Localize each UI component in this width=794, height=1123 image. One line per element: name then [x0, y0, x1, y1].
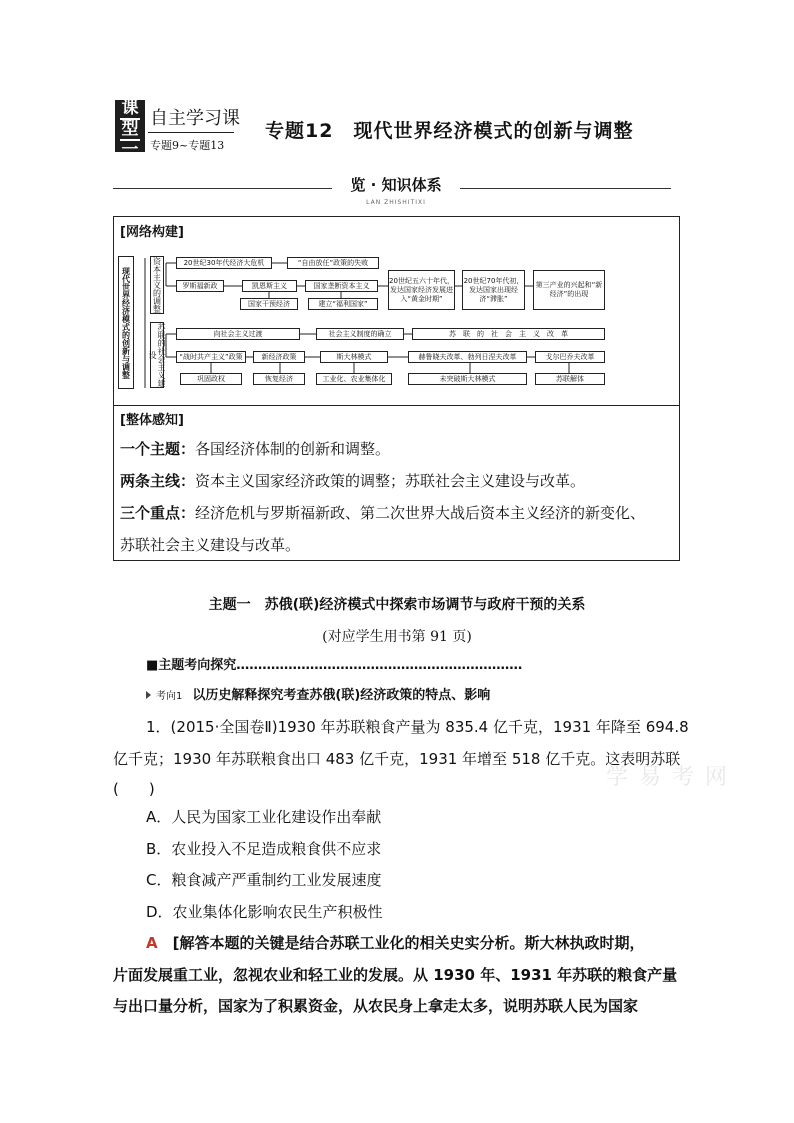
- triangle-arrow-icon: [146, 691, 151, 699]
- diagram-node: 20世纪五六十年代，发达国家经济发展进入“黄金时期”: [388, 270, 455, 310]
- overall-line: 一个主题：各国经济体制的创新和调整。: [120, 440, 391, 458]
- diagram-node: 建立“福利国家”: [308, 298, 378, 310]
- lesson-type-badge: [115, 98, 145, 160]
- header-rule: [148, 132, 234, 133]
- answer-line: [146, 932, 644, 953]
- diagram-node: 20世纪30年代经济大危机: [176, 257, 272, 269]
- diagram-node: 赫鲁晓夫改革、勃列日涅夫改革: [408, 351, 527, 363]
- diagram-node: 苏联解体: [535, 373, 605, 385]
- answer-text: [解答本题的关键是结合苏联工业化的相关史实分析。斯大林执政时期，: [172, 934, 645, 952]
- diagram-node: 国家垄断资本主义: [305, 280, 378, 292]
- badge-char: 课: [121, 98, 139, 118]
- diagram-node: 社会主义制度的确立: [316, 328, 404, 340]
- diagram-node: 新经济政策: [253, 351, 305, 363]
- diagram-root-label: 现代世界经济模式的创新与调整: [118, 256, 134, 389]
- topic-title: 主题一 苏俄(联)经济模式中探索市场调节与政府干预的关系: [208, 597, 586, 613]
- diagram-node: 凯恩斯主义: [242, 280, 297, 292]
- option-d: D．农业集体化影响农民生产积极性: [146, 903, 383, 921]
- diagram-node: 未突破斯大林模式: [408, 373, 527, 385]
- option-c: C．粮食减产严重制约工业发展速度: [146, 871, 382, 889]
- diagram-soviet-label: 苏联的社会主义建设: [148, 323, 166, 387]
- topic-page-ref: (对应学生用书第 91 页): [322, 629, 472, 645]
- direction-tag: 考向1: [156, 691, 183, 702]
- answer-line: 与出口量分析，国家为了积累资金，从农民身上拿走太多，说明苏联人民为国家: [113, 997, 639, 1015]
- diagram-node: 苏 联 的 社 会 主 义 改 革: [412, 328, 605, 340]
- answer-letter: A: [146, 934, 158, 952]
- diagram-node: 戈尔巴乔夫改革: [535, 351, 605, 363]
- overall-line: 苏联社会主义建设与改革。: [120, 536, 301, 554]
- badge-char: 一: [121, 140, 139, 160]
- network-heading: [网络构建]: [120, 225, 184, 240]
- question-line: 亿千克；1930 年苏联粮食出口 483 亿千克，1931 年增至 518 亿千克。这表明苏联: [113, 750, 681, 768]
- badge-char: 型: [121, 119, 139, 139]
- diagram-node: 工业化、农业集体化: [316, 373, 392, 385]
- answer-line: 片面发展重工业，忽视农业和轻工业的发展。从 1930 年、1931 年苏联的粮食产量: [113, 966, 678, 984]
- overall-line: 两条主线：资本主义国家经济政策的调整；苏联社会主义建设与改革。: [120, 472, 586, 490]
- direction-line: [146, 684, 490, 703]
- question-line: 1．(2015·全国卷Ⅱ)1930 年苏联粮食产量为 835.4 亿千克，1931 年降至 694.8: [146, 718, 689, 736]
- watermark: 学 易 考 网: [606, 765, 729, 790]
- diagram-cap-label: 资本主义的调整: [150, 256, 164, 314]
- overall-line: 三个重点：经济危机与罗斯福新政、第二次世界大战后资本主义经济的新变化、: [120, 504, 646, 522]
- diagram-node: 恢复经济: [253, 373, 305, 385]
- section-sublabel: LAN ZHISHITIXI: [366, 199, 426, 206]
- diagram-node: 向社会主义过渡: [176, 328, 300, 340]
- lesson-type-label: 自主学习课: [150, 108, 240, 129]
- diagram-node: 罗斯福新政: [176, 280, 224, 292]
- direction-text: 以历史解释探究考查苏俄(联)经济政策的特点、影响: [192, 688, 491, 703]
- question-line: ( ): [113, 780, 155, 798]
- option-a: A．人民为国家工业化建设作出奉献: [146, 808, 382, 826]
- explore-heading: ■主题考向探究…………………………………………………………: [146, 658, 523, 673]
- box-divider: [113, 405, 680, 406]
- diagram-node: 第三产业的兴起和“新经济”的出现: [533, 270, 605, 310]
- section-label: 览 · 知识体系: [332, 174, 460, 200]
- topic-range: 专题9~专题13: [150, 139, 225, 152]
- diagram-node: “自由放任”政策的失败: [287, 257, 379, 269]
- overall-heading: [整体感知]: [120, 413, 184, 428]
- diagram-node: 国家干预经济: [240, 298, 298, 310]
- diagram-node: 巩固政权: [180, 373, 242, 385]
- diagram-node: “战时共产主义”政策: [176, 351, 246, 363]
- diagram-node: 20世纪70年代初，发达国家出现经济“滞胀”: [462, 270, 525, 310]
- page-title: 专题12 现代世界经济模式的创新与调整: [265, 120, 634, 142]
- diagram-node: 斯大林模式: [320, 351, 388, 363]
- option-b: B．农业投入不足造成粮食供不应求: [146, 840, 382, 858]
